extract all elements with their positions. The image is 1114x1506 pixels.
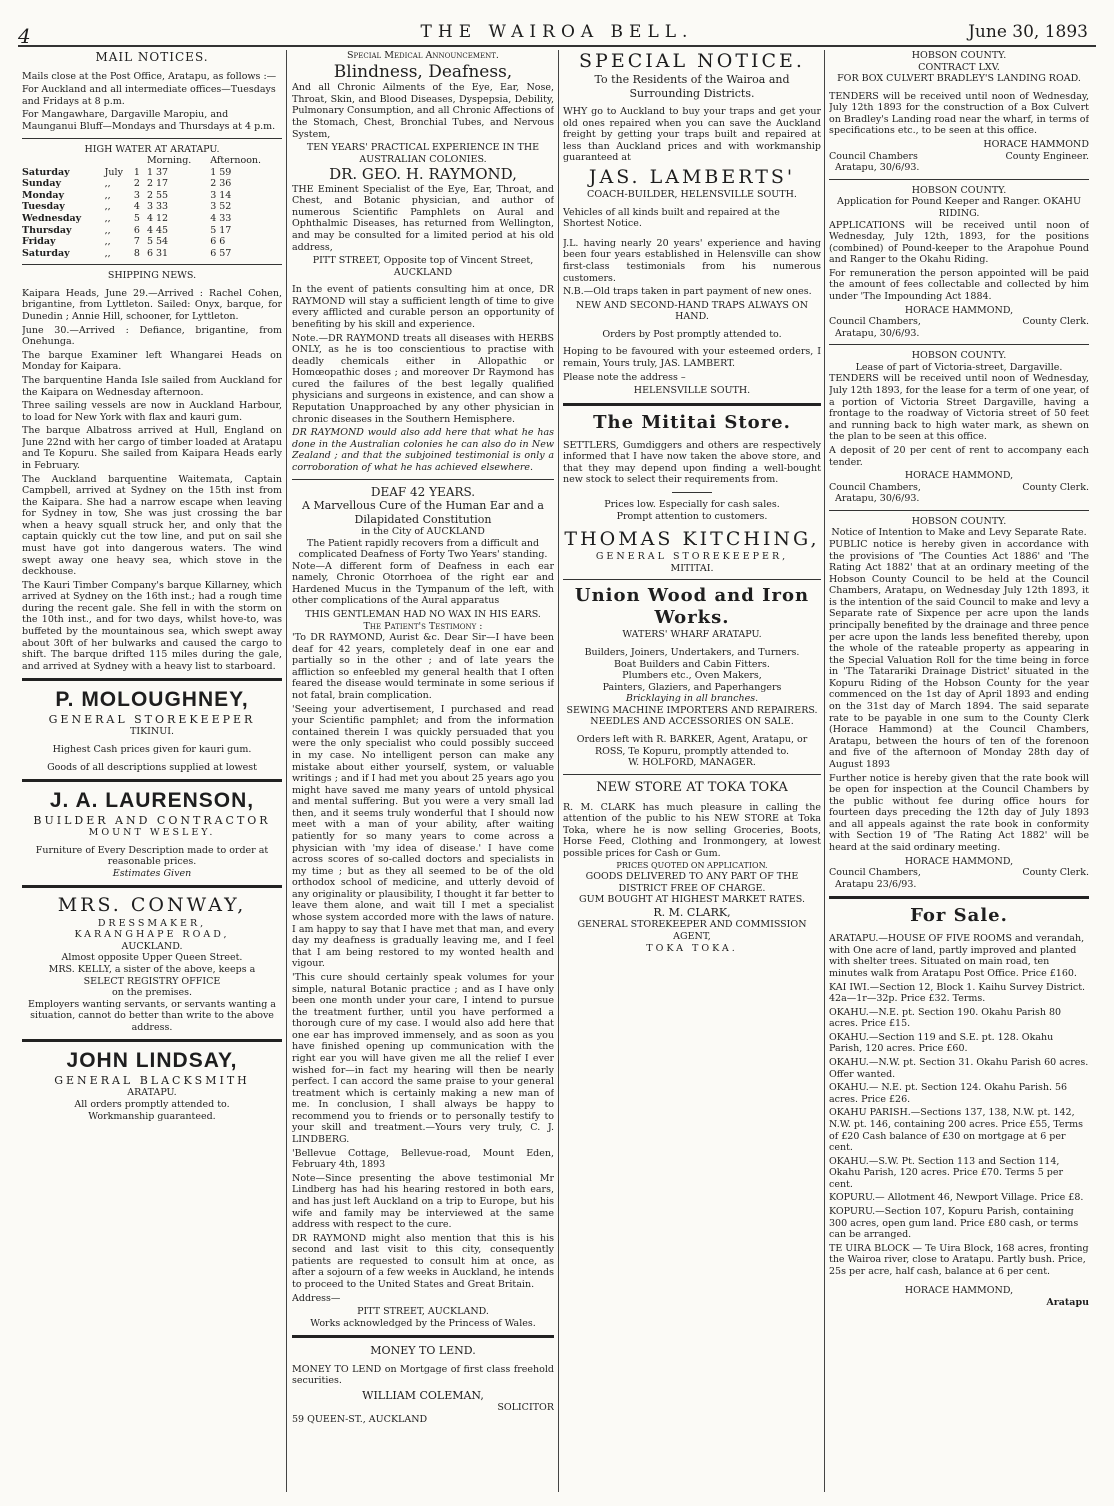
kitching-trade: GENERAL STOREKEEPER, [595,551,789,563]
raymond-experience: TEN YEARS' PRACTICAL EXPERIENCE IN THE AUSTRALIAN COLONIES. [306,142,540,165]
union-orders: Orders left with R. BARKER, Agent, Aratapu, or [576,734,808,745]
list-item: KAI IWI.—Section 12, Block 1. Kaihu Survey District. 42a—1r—32p. Price £32. Terms. [829,981,1086,1005]
shipping-para: The Auckland barquentine Waitemata, Captain Campbell, arrived at Sydney on the 15th inst from the Kaipara. She had a narrow escape when leaving for Sydney in tow, She was just crossing the bar when a heavy squall struck her, and only that the captain quickly cut the tow line, and put on sail she must have got into dangerous waters. The wind swept away one heavy sea, which stove in the deckhouse. [22,473,282,578]
list-item: ARATAPU.—HOUSE OF FIVE ROOMS and verandah, with One acre of land, partly improved and planted with shelter trees. Situated on main road, ten minutes walk from Aratapu Post Office. Price £160. [829,933,1085,979]
contract-county: HOBSON COUNTY. [911,50,1007,61]
rate-text: PUBLIC notice is hereby given in accordance with the provisions of 'The Counties Act 1886' and 'The Rating Act 1882' that at an ordinary meeting of the Hobson County Council to be held at the Council Chambers, Aratapu, on Wednesday July 12th 1893, it is the intention of the said Council to make and levy a Separate rate of Sixpence per acre upon the lands principally benefited by the drainage and three pence per acre upon the lands less benefited thereby, upon the whole of the rateable property as appearing in the Special Valuation Roll for the time being in force in 'The Tatarariki Drainage District' situated in the Kopuru Riding of the Hobson County for the year commenced on the 1st day of April 1893 and ending on the 31st day of March 1894. The said separate rate to be payable in one sum to the County Clerk (Horace Hammond) at the Council Chambers, Aratapu, between the hours of ten of the forenoon and five of the afternoon of Monday 28th day of August 1893 [829,538,1089,770]
column-divider [558,50,559,1492]
conway-trade: DRESSMAKER, [97,917,207,929]
lambert-favoured: Hoping to be favoured with your esteemed orders, I remain, Yours truly, JAS. LAMBERT. [563,346,821,369]
deaf-heading: DEAF 42 YEARS. [370,484,476,499]
lease-signatory: HORACE HAMMOND, [904,470,1014,482]
shipping-para: The barque Albatross arrived at Hull, England on June 22nd with her cargo of timber loaded at Aratapu and Te Kopuru. She sailed from Kaipara Heads early in February. [22,425,282,471]
shipping-para: The barque Examiner left Whangarei Heads on Monday for Kaipara. [22,349,282,373]
raymond-princess: Works acknowledged by the Princess of Wales. [310,1317,536,1329]
shipping-para: June 30.—Arrived : Defiance, brigantine, from Onehunga. [22,324,282,348]
conway-location: Almost opposite Upper Queen Street. [61,952,243,964]
contract-signatory: HORACE HAMMOND [983,139,1089,151]
list-item: OKAHU.—S.W. Pt. Section 113 and Section 114, Okahu Parish, 120 acres. Price £70. Terms 5 per cent. [829,1155,1064,1190]
lambert-address: HELENSVILLE SOUTH. [633,385,751,397]
column-3 [563,50,821,954]
conway-kelly: MRS. KELLY, a sister of the above, keeps a [48,963,256,975]
tokatoka-trade: GENERAL STOREKEEPER AND COMMISSION AGENT, [577,919,807,942]
column-1 [22,50,282,1122]
pound-dated: Aratapu, 30/6/93. [835,327,920,339]
tide-table [22,155,282,259]
tokatoka-heading: NEW STORE AT TOKA TOKA [596,779,788,795]
table-row: Wednesday ,, 5 4 12 4 33 [22,212,232,224]
list-item: KOPURU.— Allotment 46, Newport Village. Price £8. [829,1192,1084,1204]
raymond-name: DR. GEO. H. RAYMOND, [329,165,517,184]
mititai-text: SETTLERS, Gumdiggers and others are respectively informed that I have now taken the above store, and that they may depend upon finding a well-bought new stock to select their requirements from. [563,439,821,486]
testimony-para: 'Bellevue Cottage, Bellevue-road, Mount Eden, February 4th, 1893 [292,1147,554,1171]
union-painters: Painters, Glaziers, and Paperhangers [602,681,782,693]
money-text: MONEY TO LEND on Mortgage of first class freehold securities. [292,1363,554,1387]
raymond-address2: PITT STREET, AUCKLAND. [357,1306,489,1318]
raymond-label: Special Medical Announcement. [347,50,499,61]
moloughney-line2: Goods of all descriptions supplied at lowest [47,761,257,773]
shipping-para: The Kauri Timber Company's barque Killarney, which arrived at Sydney on the 16th inst.; had a rough time during the recent gale. She fell in with the storm on the 10th inst., and for two days, whilst hove-to, was buffeted by the mountainous sea, which swept away about 30ft of her bulwarks and caused the cargo to shift. The barque drifted 115 miles during the gale, and arrived at Sydney with a heavy list to starboard. [22,579,282,672]
lease-dated: Aratapu, 30/6/93. [835,493,920,505]
list-item: KOPURU.—Section 107, Kopuru Parish, containing 300 acres, open gum land. Price £80 cash, or terms can be arranged. [829,1205,1079,1241]
masthead-rule [18,45,1096,47]
lambert-experience: J.L. having nearly 20 years' experience and having been four years established in Helensville can show first-class testimonials from his numerous customers. [563,237,821,284]
laurenson-line2: Estimates Given [112,867,192,879]
column-2 [292,50,554,1425]
pound-position: County Clerk. [1022,316,1089,328]
list-item: OKAHU PARISH.—Sections 137, 138, N.W. pt. 142, N.W. pt. 146, containing 200 acres. Price £55, Terms of £20 Cash balance of £30 on mortgage at 6 per cent. [829,1107,1083,1154]
cure-heading: A Marvellous Cure of the Human Ear and a Dilapidated Constitution [302,499,544,526]
laurenson-name: J. A. LAURENSON, [49,789,255,813]
contract-number: CONTRACT LXV. [918,61,1000,73]
union-bricklaying: Bricklaying in all branches. [625,693,759,705]
forsale-place: Aratapu [1046,1297,1089,1309]
table-row: Monday ,, 3 2 55 3 14 [22,189,232,201]
tide-col-afternoon: Afternoon. [210,155,262,167]
table-row: Friday ,, 7 5 54 6 6 [22,236,226,248]
union-wharf: WATERS' WHARF ARATAPU. [622,629,762,641]
moloughney-line1: Highest Cash prices given for kauri gum. [52,743,252,755]
lindsay-line2: Workmanship guaranteed. [88,1110,216,1122]
tokatoka-goods: GOODS DELIVERED TO ANY PART OF THE DISTRICT FREE OF CHARGE. [585,871,799,894]
union-builders: Builders, Joiners, Undertakers, and Turners. [584,646,800,658]
tokatoka-place: TOKA TOKA. [646,942,738,954]
lease-position: County Clerk. [1022,481,1089,493]
raymond-para: In the event of patients consulting him at once, DR RAYMOND will stay a sufficient length of time to give every afflicted and curable person an opportunity of benefiting by his skill and experience. [292,284,554,331]
raymond-address: PITT STREET, Opposite top of Vincent Street, AUCKLAND [312,255,534,278]
table-row: Tuesday ,, 4 3 33 3 52 [22,201,232,213]
list-item: TE UIRA BLOCK — Te Uira Block, 168 acres, fronting the Wairoa river, close to Aratapu. Partly bush. Price, 25s per acre, half cash, balance at 6 per cent. [829,1242,1089,1277]
money-name: WILLIAM COLEMAN, [362,1388,484,1402]
moloughney-name: P. MOLOUGHNEY, [55,688,249,712]
tokatoka-text: R. M. CLARK has much pleasure in calling the attention of the public to his NEW STORE at Toka Toka, where he is now selling Groceries, Boots, Horse Feed, Clothing and Ironmongery, at lowest possible prices for Cash or Gum. [563,801,821,859]
list-item: OKAHU.— N.E. pt. Section 124. Okahu Parish. 56 acres. Price £26. [829,1082,1068,1105]
mititai-prices: Prices low. Especially for cash sales. [604,498,780,510]
cure-city: in the City of AUCKLAND [361,525,485,537]
conway-city: AUCKLAND. [121,940,183,952]
lambert-traps: NEW AND SECOND-HAND TRAPS ALWAYS ON HAND. [575,299,809,323]
mail-mangawhare: For Mangawhare, Dargaville Maropiu, and Maunganui Bluff—Mondays and Thursdays at 4 p.m. [22,109,276,132]
lease-office: Council Chambers, [829,481,921,493]
cure-nowax: THIS GENTLEMAN HAD NO WAX IN HIS EARS. [305,609,541,621]
pound-county: HOBSON COUNTY. [911,184,1007,196]
table-row: Saturday ,, 8 6 31 6 57 [22,247,232,259]
mititai-prompt: Prompt attention to customers. [616,510,768,522]
lease-text: TENDERS will be received until noon of Wednesday, July 12th 1893, for the lease for a term of one year, of a portion of Victoria Street Dargaville, having a frontage to the roadway of Victoria street of 50 feet and running back to high water mark, as shewn on the plan to be seen at this office. [829,373,1089,443]
shipping-para: The barquentine Handa Isle sailed from Auckland for the Kaipara on Wednesday afternoon. [22,374,282,398]
union-plumbers: Plumbers etc., Oven Makers, [622,670,762,682]
lambert-intro: WHY go to Auckland to buy your traps and get your old ones repaired when you can save the Auckland freight by getting your traps built and repaired at less than Auckland prices and with workmanship guaranteed at [563,105,821,164]
contract-dated: Aratapu, 30/6/93. [835,162,920,174]
raymond-para: Note.—DR RAYMOND treats all diseases with HERBS ONLY, as he is too conscientious to practise with deadly chemicals either in Allopathic or Homœopathic doses ; and moreover Dr Raymond has cured the failures of the best legally qualified physicians and surgeons in existence, and can show a Reputation Unapproached by any other physician in chronic diseases in the Southern Hemisphere. [292,332,554,425]
lindsay-place: ARATAPU. [127,1087,177,1099]
lindsay-line1: All orders promptly attended to. [74,1099,230,1110]
forsale-signatory: HORACE HAMMOND, [904,1285,1014,1297]
cure-recover: The Patient rapidly recovers from a difficult and complicated Deafness of Forty Two Years' standing. [298,537,548,561]
conway-name: MRS. CONWAY, [57,894,247,917]
rate-signatory: HORACE HAMMOND, [904,855,1014,867]
raymond-address-label: Address— [292,1292,341,1304]
newspaper-title: THE WAIROA BELL. [420,22,694,42]
contract-office: Council Chambers [829,150,918,162]
laurenson-trade: BUILDER AND CONTRACTOR [33,813,271,827]
rate-dated: Aratapu 23/6/93. [835,878,917,890]
lambert-note: Please note the address – [563,371,686,383]
union-heading: Union Wood and Iron Works. [574,585,810,629]
shipping-heading: SHIPPING NEWS. [107,270,197,282]
mail-intro: Mails close at the Post Office, Aratapu, as follows :— [22,70,277,82]
conway-employers: Employers wanting servants, or servants wanting a situation, cannot do better than write to the above address. [28,998,276,1033]
list-item: OKAHU.—N.W. pt. Section 31. Okahu Parish 60 acres. Offer wanted. [829,1057,1089,1080]
laurenson-place: MOUNT WESLEY. [88,827,216,839]
conway-premises: on the premises. [111,987,193,999]
lease-county: HOBSON COUNTY. [911,350,1007,362]
mititai-heading: The Mititai Store. [593,411,791,433]
money-title: SOLICITOR [497,1402,554,1414]
conway-registry: SELECT REGISTRY OFFICE [83,975,221,987]
special-notice-heading: SPECIAL NOTICE. [579,50,805,72]
raymond-intro: THE Eminent Specialist of the Eye, Ear, Throat, and Chest, and Botanic physician, and author of numerous Scientific Pamphlets on Aural and Ophthalmic Diseases, has returned from Wellington, and may be consulted for a limited period at his old address, [292,183,554,253]
conway-street: KARANGHAPE ROAD, [74,929,230,941]
lambert-orders: Orders by Post promptly attended to. [602,328,782,340]
kitching-name: THOMAS KITCHING, [564,528,820,551]
mail-heading: MAIL NOTICES. [95,50,209,64]
union-needles: NEEDLES AND ACCESSORIES ON SALE. [590,716,794,728]
lindsay-trade: GENERAL BLACKSMITH [54,1074,250,1088]
lambert-name: JAS. LAMBERTS' [588,165,796,188]
forsale-heading: For Sale. [910,905,1008,927]
testimony-para: 'Seeing your advertisement, I purchased and read your Scientific pamphlet; and from the information contained therein I was quickly persuaded that you were the only specialist who could possibly succeed in my case. No intelligent person can make any mistake about either yourself, system, or valuable writings ; and if I had met you about 25 years ago you might have saved me many years of untold physical and mental suffering. But you were a very small lad then, and it seems truly wonderful that I should now meet with a man of your ability, after waiting patiently for so many years to come across a physician with 'my idea of disease.' I have come across scores of so-called doctors and specialists in my time ; but as they all seemed to be of the old orthodox school of medicine, and utterly devoid of any originality or plausibility, I thought it far better to leave them alone, and wait till I met a specialist whose system accorded more with the laws of nature. I am happy to say that I have met that man, and every day my deafness is gradually leaving me, and I feel that I am being restored to my wonted health and vigour. [292,703,554,970]
lambert-nb: N.B.—Old traps taken in part payment of new ones. [563,286,812,298]
union-boat: Boat Builders and Cabin Fitters. [614,658,770,670]
masthead [8,2,1106,48]
tokatoka-prices: PRICES QUOTED ON APPLICATION. [616,861,768,871]
lease-text2: A deposit of 20 per cent of rent to accompany each tender. [829,444,1089,468]
laurenson-line1: Furniture of Every Description made to order at reasonable prices. [35,844,269,868]
testimony-heading: The Patient's Testimony : [363,620,483,632]
union-ross: ROSS, Te Kopuru, promptly attended to. [594,745,790,757]
moloughney-place: TIKINUI. [129,726,175,738]
column-divider [824,50,825,1492]
money-heading: MONEY TO LEND. [370,1344,476,1358]
lambert-vehicles: Vehicles of all kinds built and repaired at the Shortest Notice. [563,206,780,230]
testimony-para: 'To DR RAYMOND, Aurist &c. Dear Sir—I have been deaf for 42 years, completely deaf in one ear and partially so in the other ; and of late years the affliction so enfeebled my general health that I often feared the disease would terminate in some serious if not fatal, brain complication. [292,632,554,702]
tide-col-morning: Morning. [146,155,192,167]
raymond-para: DR RAYMOND would also add here that what he has done in the Australian colonies he can also do in New Zealand ; and that the subjoined testimonial is only a corroboration of what he has achieved elsewhere. [292,427,554,473]
tokatoka-gum: GUM BOUGHT AT HIGHEST MARKET RATES. [578,894,805,906]
mail-auckland: For Auckland and all intermediate offices—Tuesdays and Fridays at 8 p.m. [22,84,276,107]
pound-office: Council Chambers, [829,316,921,328]
union-manager: W. HOLFORD, MANAGER. [628,757,756,769]
moloughney-trade: GENERAL STOREKEEPER [48,712,256,726]
rate-county: HOBSON COUNTY. [911,515,1007,527]
pound-signatory: HORACE HAMMOND, [904,304,1014,316]
tokatoka-name: R. M. CLARK, [653,905,731,919]
shipping-para: Three sailing vessels are now in Auckland Harbour, to load for New York with flax and kauri gum. [22,400,282,423]
cure-note: Note—A different form of Deafness in each ear namely, Chronic Otorrhoea of the right ear and Hardened Mucus in the Tympanum of the left, with other complications of the Aural apparatus [292,560,554,607]
pound-title: Application for Pound Keeper and Ranger. OKAHU RIDING. [837,196,1081,219]
raymond-note3: DR RAYMOND might also mention that this is his second and last visit to this city, consequently patients are requested to consult him at once, as after a sojourn of a few weeks in Auckland, he intends to proceed to the United States and Great Britain. [292,1232,554,1290]
list-item: OKAHU.—N.E. pt. Section 190. Okahu Parish 80 acres. Price £15. [829,1006,1062,1030]
rate-position: County Clerk. [1022,867,1089,879]
issue-date: June 30, 1893 [968,22,1088,42]
lambert-to: To the Residents of the Wairoa and Surrounding Districts. [594,73,790,100]
lease-title: Lease of part of Victoria-street, Dargaville. [855,361,1063,373]
tide-heading: HIGH WATER AT ARATAPU. [84,143,220,155]
table-row: Sunday ,, 2 2 17 2 36 [22,178,232,190]
contract-title: FOR BOX CULVERT BRADLEY'S LANDING ROAD. [837,73,1081,85]
pound-text2: For remuneration the person appointed will be paid the amount of fees collectable and collected by him under 'The Impounding Act 1884. [829,267,1089,302]
column-divider [286,50,287,1492]
contract-position: County Engineer. [1005,150,1089,162]
contract-text: TENDERS will be received until noon of Wednesday, July 12th 1893 for the construction of a Box Culvert on Bradley's Landing road near the wharf, in terms of specifications etc., to be seen at this office. [829,90,1089,137]
testimony-para: 'This cure should certainly speak volumes for your simple, natural Botanic practice ; and as I have only been one month under your care, I intend to pursue the treatment further, until you have performed a thorough cure of my case. I would also add here that one ear has improved immensely, and as soon as you have finished opening up communication with the right ear you will have given me all the relief I ever wished for—in fact my hearing will then be nearly perfect. I can accord the same praise to your general treatment which is certainly making a new man of me. In conclusion, I shall always be happy to recommend you to friends or to personally testify to your skill and treatment.—Yours very truly, C. J. LINDBERG. [292,971,554,1146]
page-number: 4 [18,24,31,48]
rate-office: Council Chambers, [829,867,921,879]
table-row: Thursday ,, 6 4 45 5 17 [22,224,232,236]
rate-title: Notice of Intention to Make and Levy Separate Rate. [831,527,1087,539]
raymond-ailments: And all Chronic Ailments of the Eye, Ear, Nose, Throat, Skin, and Blood Diseases, Dyspepsia, Debility, Pulmonary Consumption, and all Chronic Affections of the Stomach, Chest, Bronchial Tubes, and Nervous System, [292,82,554,140]
lindsay-name: JOHN LINDSAY, [66,1049,238,1073]
column-4 [829,50,1089,1309]
union-sewing: SEWING MACHINE IMPORTERS AND REPAIRERS. [566,704,818,716]
raymond-note2: Note—Since presenting the above testimonial Mr Lindberg has had his hearing restored in both ears, and has just left Auckland on a trip to Europe, but his wife and family may be interviewed at the same address with respect to the cure. [292,1172,554,1231]
table-row: Saturday July 1 1 37 1 59 [22,166,232,178]
list-item: OKAHU.—Section 119 and S.E. pt. 128. Okahu Parish, 120 acres. Price £60. [829,1031,1054,1055]
rate-text2: Further notice is hereby given that the rate book will be open for inspection at the Council Chambers by the public without fee during office hours for fourteen days preceding the 12th day of July 1893 and all appeals against the rate book in conformity with Section 19 of 'The Rating Act 1882' will be heard at the said ordinary meeting. [829,772,1089,853]
shipping-para: Kaipara Heads, June 29.—Arrived : Rachel Cohen, brigantine, from Lyttleton. Sailed: Onyx, barque, for Dunedin ; Annie Hill, schooner, for Lyttleton. [22,287,282,323]
kitching-place: MITITAI. [670,562,714,574]
money-address: 59 QUEEN-ST., AUCKLAND [292,1413,428,1425]
raymond-headline: Blindness, Deafness, [333,61,513,82]
lambert-trade: COACH-BUILDER, HELENSVILLE SOUTH. [587,189,797,201]
pound-text: APPLICATIONS will be received until noon of Wednesday, July 12th, 1893, for the positions (combined) of Pound-keeper to the Arapohue Pound and Ranger to the Okahu Riding. [829,219,1089,266]
